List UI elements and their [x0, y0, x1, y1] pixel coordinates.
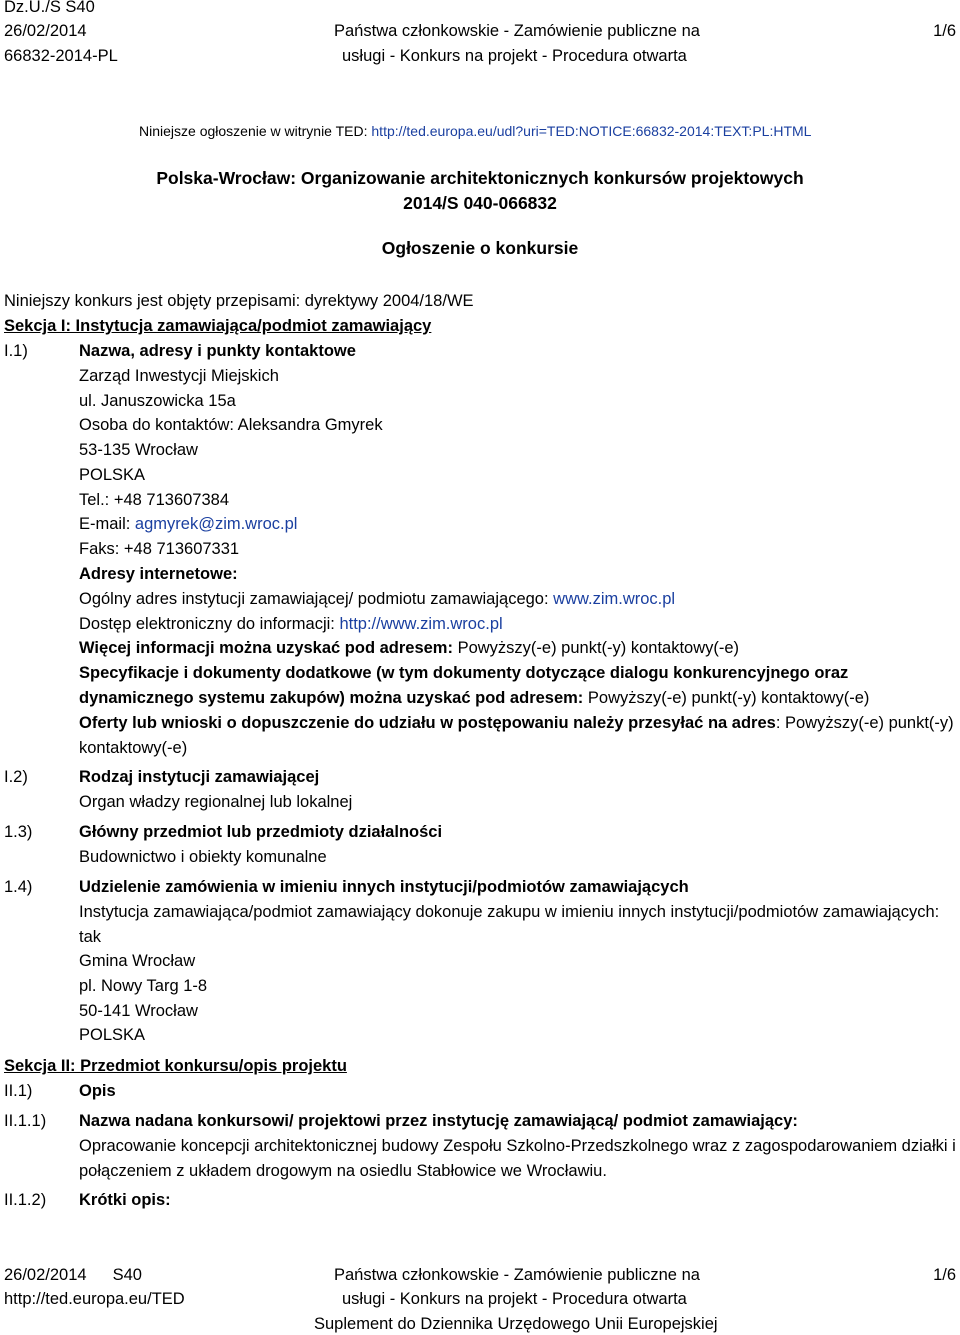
i3-number: 1.3): [4, 823, 33, 841]
i4-city: 50-141 Wrocław: [79, 1002, 198, 1020]
i2-value: Organ władzy regionalnej lub lokalnej: [79, 793, 353, 811]
i4-number: 1.4): [4, 878, 33, 896]
i4-value: Instytucja zamawiająca/podmiot zamawiający dokonuje zakupu w imieniu innych instytucji/podmiotów zamawiających: tak: [79, 903, 940, 946]
i1-title: Nazwa, adresy i punkty kontaktowe: [79, 342, 356, 360]
i3-title: Główny przedmiot lub przedmioty działalności: [79, 823, 443, 841]
i4-org: Gmina Wrocław: [79, 952, 196, 970]
org-city: 53-135 Wrocław: [79, 441, 198, 459]
notice-reference: 2014/S 040-066832: [403, 193, 557, 213]
header-title-line1: Państwa członkowskie - Zamówienie publiczne na: [334, 22, 700, 40]
i4-title: Udzielenie zamówienia w imieniu innych instytucji/podmiotów zamawiających: [79, 878, 689, 896]
footer-date: 26/02/2014: [4, 1266, 87, 1284]
internet-heading: Adresy internetowe:: [79, 565, 238, 583]
ii1-number: II.1): [4, 1082, 33, 1100]
general-address-link[interactable]: www.zim.wroc.pl: [553, 590, 676, 608]
fax: Faks: +48 713607331: [79, 540, 240, 558]
i1-number: I.1): [4, 342, 28, 360]
ii1-title: Opis: [79, 1082, 116, 1100]
email-label: E-mail:: [79, 515, 135, 533]
i4-street: pl. Nowy Targ 1-8: [79, 977, 208, 995]
footer-title-line2: usługi - Konkurs na projekt - Procedura otwarta: [342, 1290, 687, 1308]
i3-value: Budownictwo i obiekty komunalne: [79, 848, 327, 866]
org-country: POLSKA: [79, 466, 146, 484]
footer-page-number: 1/6: [933, 1266, 956, 1284]
specifications-line: [79, 661, 954, 710]
more-info-label: Więcej informacji można uzyskać pod adresem:: [79, 639, 453, 657]
ted-link[interactable]: http://ted.europa.eu/udl?uri=TED:NOTICE:66832-2014:TEXT:PL:HTML: [371, 123, 812, 139]
section-2-heading: Sekcja II: Przedmiot konkursu/opis projektu: [4, 1057, 347, 1075]
offers-value: : Powyższy(-e) punkt(-y) kontaktowy(-e): [79, 714, 954, 757]
org-street: ul. Januszowicka 15a: [79, 392, 236, 410]
general-address-label: Ogólny adres instytucji zamawiającej/ podmiotu zamawiającego:: [79, 590, 554, 608]
header-date: 26/02/2014: [4, 22, 87, 40]
ii12-number: II.1.2): [4, 1191, 47, 1209]
footer-date-series: [4, 1264, 142, 1286]
email-link[interactable]: agmyrek@zim.wroc.pl: [134, 515, 298, 533]
specifications-value: Powyższy(-e) punkt(-y) kontaktowy(-e): [583, 688, 870, 707]
header-title-line2: usługi - Konkurs na projekt - Procedura otwarta: [342, 47, 687, 65]
specifications-label: Specyfikacje i dokumenty dodatkowe (w tym dokumenty dotyczące dialogu konkurencyjnego oraz dynamicznego systemu zakupów) można uzyskać pod adresem:: [79, 664, 849, 707]
org-name: Zarząd Inwestycji Miejskich: [79, 367, 279, 385]
footer-series: S40: [112, 1266, 142, 1284]
directive-line: Niniejszy konkurs jest objęty przepisami: dyrektywy 2004/18/WE: [4, 292, 474, 310]
footer-supplement: Suplement do Dziennika Urzędowego Unii Europejskiej: [314, 1315, 718, 1333]
offers-line: [79, 711, 954, 760]
i2-number: I.2): [4, 768, 28, 786]
journal-ref: Dz.U./S S40: [4, 0, 95, 16]
ted-notice-line: [139, 123, 811, 139]
header-page-number: 1/6: [933, 22, 956, 40]
i4-country: POLSKA: [79, 1026, 146, 1044]
electronic-access-link[interactable]: http://www.zim.wroc.pl: [339, 615, 503, 633]
phone: Tel.: +48 713607384: [79, 491, 230, 509]
ii11-title: Nazwa nadana konkursowi/ projektowi przez instytucję zamawiającą/ podmiot zamawiający:: [79, 1112, 798, 1130]
notice-number: 66832-2014-PL: [4, 47, 118, 65]
ii11-number: II.1.1): [4, 1112, 47, 1130]
email-line: [79, 515, 297, 534]
more-info-line: [79, 639, 739, 658]
notice-type: Ogłoszenie o konkursie: [381, 238, 579, 258]
ii12-title: Krótki opis:: [79, 1191, 171, 1209]
notice-title: Polska-Wrocław: Organizowanie architektonicznych konkursów projektowych: [156, 168, 804, 188]
ii11-value: Opracowanie koncepcji architektonicznej budowy Zespołu Szkolno-Przedszkolnego wraz z zagospodarowaniem działki i połączeniem z układem drogowym na osiedlu Stabłowice we Wrocławiu.: [79, 1137, 956, 1180]
electronic-access-line: [79, 615, 503, 634]
ted-prefix: Niniejsze ogłoszenie w witrynie TED:: [139, 123, 372, 139]
footer-title-line1: Państwa członkowskie - Zamówienie publiczne na: [334, 1266, 700, 1284]
general-address-line: [79, 590, 675, 609]
contact-person: Osoba do kontaktów: Aleksandra Gmyrek: [79, 416, 383, 434]
section-1-heading: Sekcja I: Instytucja zamawiająca/podmiot zamawiający: [4, 317, 432, 335]
i2-title: Rodzaj instytucji zamawiającej: [79, 768, 320, 786]
offers-label: Oferty lub wnioski o dopuszczenie do udziału w postępowaniu należy przesyłać na adres: [79, 714, 776, 732]
more-info-value: Powyższy(-e) punkt(-y) kontaktowy(-e): [452, 639, 740, 657]
footer-url: http://ted.europa.eu/TED: [4, 1290, 185, 1308]
electronic-access-label: Dostęp elektroniczny do informacji:: [79, 615, 340, 633]
